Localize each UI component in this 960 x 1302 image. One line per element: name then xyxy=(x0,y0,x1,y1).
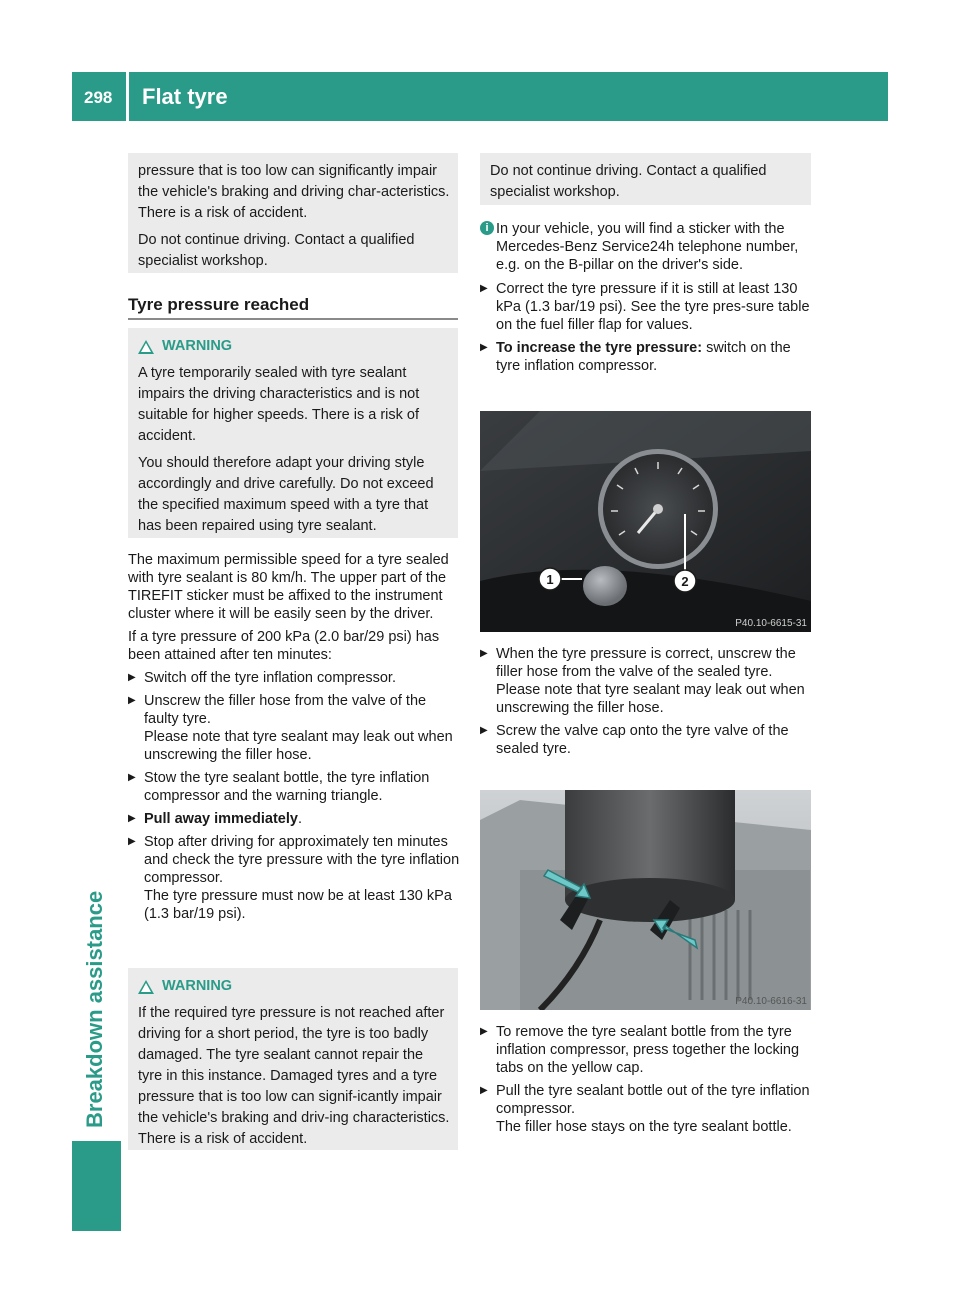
callout-2: 2 xyxy=(681,574,689,589)
step-item: ▶ To increase the tyre pressure: switch on the tyre inflation compressor. xyxy=(480,339,812,375)
warning-text: You should therefore adapt your driving style accordingly and drive carefully. Do not exceed the specified maximum speed with a tyre that has been repaired using tyre sealant. xyxy=(138,455,434,534)
left-body-text xyxy=(128,551,460,928)
step-item: ▶ To remove the tyre sealant bottle from the tyre inflation compressor, press together the locking tabs on the yellow cap. xyxy=(480,1023,812,1077)
step-note: The tyre pressure must now be at least 130 kPa (1.3 bar/19 psi). xyxy=(144,888,452,922)
page-number: 298 xyxy=(84,88,113,107)
warning-triangle-icon xyxy=(138,340,154,354)
step-note: Please note that tyre sealant may leak out when unscrewing the filler hose. xyxy=(144,729,453,763)
warning-triangle-icon xyxy=(138,980,154,994)
side-section-label: Breakdown assistance xyxy=(82,890,107,1128)
section-heading: Tyre pressure reached xyxy=(128,295,310,314)
continued-warning-box xyxy=(128,153,458,273)
right-body-text xyxy=(480,645,812,763)
step-item: ▶ Switch off the tyre inflation compressor. xyxy=(128,669,460,687)
continued-warning-box xyxy=(480,153,811,205)
info-note: i In your vehicle, you will find a sticker with the Mercedes-Benz Service24h telephone number, e.g. on the B-pillar on the driver's side. xyxy=(480,220,812,274)
figure-code: P40.10-6616-31 xyxy=(735,996,807,1007)
page-title: Flat tyre xyxy=(142,84,228,109)
paragraph: The maximum permissible speed for a tyre sealed with tyre sealant is 80 km/h. The upper part of the TIREFIT sticker must be affixed to the instrument cluster where it will be easily seen by the driver. xyxy=(128,552,449,622)
step-item: ▶ Screw the valve cap onto the tyre valve of the sealed tyre. xyxy=(480,722,812,758)
warning-label: WARNING xyxy=(162,338,233,354)
step-note: Please note that tyre sealant may leak out when unscrewing the filler hose. xyxy=(496,682,805,716)
right-body-text xyxy=(480,220,812,380)
warning-header xyxy=(138,976,450,997)
warning-box xyxy=(128,968,458,1150)
warning-text: A tyre temporarily sealed with tyre sealant impairs the driving characteristics and is not suitable for higher speeds. There is a risk of accident. xyxy=(138,365,420,444)
warning-box xyxy=(128,328,458,538)
paragraph: If a tyre pressure of 200 kPa (2.0 bar/29 psi) has been attained after ten minutes: xyxy=(128,629,440,663)
step-note: The filler hose stays on the tyre sealant bottle. xyxy=(496,1119,792,1135)
step-item: ▶ Stop after driving for approximately ten minutes and check the tyre pressure with the tyre inflation compressor. The tyre pressure must now be at least 130 kPa (1.3 bar/19 psi). xyxy=(128,833,460,923)
right-body-text xyxy=(480,1023,812,1141)
callout-1: 1 xyxy=(546,572,554,587)
step-item: ▶ Pull away immediately. xyxy=(128,810,460,828)
step-item: ▶ Pull the tyre sealant bottle out of the tyre inflation compressor. The filler hose stays on the tyre sealant bottle. xyxy=(480,1082,812,1136)
step-item: ▶ Unscrew the filler hose from the valve of the faulty tyre. Please note that tyre sealant may leak out when unscrewing the filler hose. xyxy=(128,692,460,764)
side-tab-marker xyxy=(72,1141,121,1231)
warning-text: Do not continue driving. Contact a qualified specialist workshop. xyxy=(138,232,415,269)
step-item: ▶ When the tyre pressure is correct, unscrew the filler hose from the valve of the sealed tyre. Please note that tyre sealant may leak out when unscrewing the filler hose. xyxy=(480,645,812,717)
compressor-gauge-figure xyxy=(480,411,811,632)
section-rule xyxy=(128,318,458,320)
info-icon: i xyxy=(480,221,494,235)
warning-header xyxy=(138,336,450,357)
warning-label: WARNING xyxy=(162,978,233,994)
figure-code: P40.10-6615-31 xyxy=(735,618,807,629)
sealant-bottle-figure xyxy=(480,790,811,1010)
header-divider xyxy=(126,72,129,121)
warning-text: pressure that is too low can significantly impair the vehicle's braking and driving char-acteristics. There is a risk of accident. xyxy=(138,163,450,221)
warning-text: If the required tyre pressure is not reached after driving for a short period, the tyre is too badly damaged. The tyre sealant cannot repair the tyre in this instance. Damaged tyres and a tyre pressure that is too low can signif-icantly impair the vehicle's braking and driv-ing characteristics. There is a risk of accident. xyxy=(138,1005,450,1147)
step-item: ▶ Stow the tyre sealant bottle, the tyre inflation compressor and the warning triangle. xyxy=(128,769,460,805)
step-item: ▶ Correct the tyre pressure if it is still at least 130 kPa (1.3 bar/19 psi). See the tyre pres-sure table on the fuel filler flap for values. xyxy=(480,280,812,334)
warning-text: Do not continue driving. Contact a qualified specialist workshop. xyxy=(490,163,767,200)
